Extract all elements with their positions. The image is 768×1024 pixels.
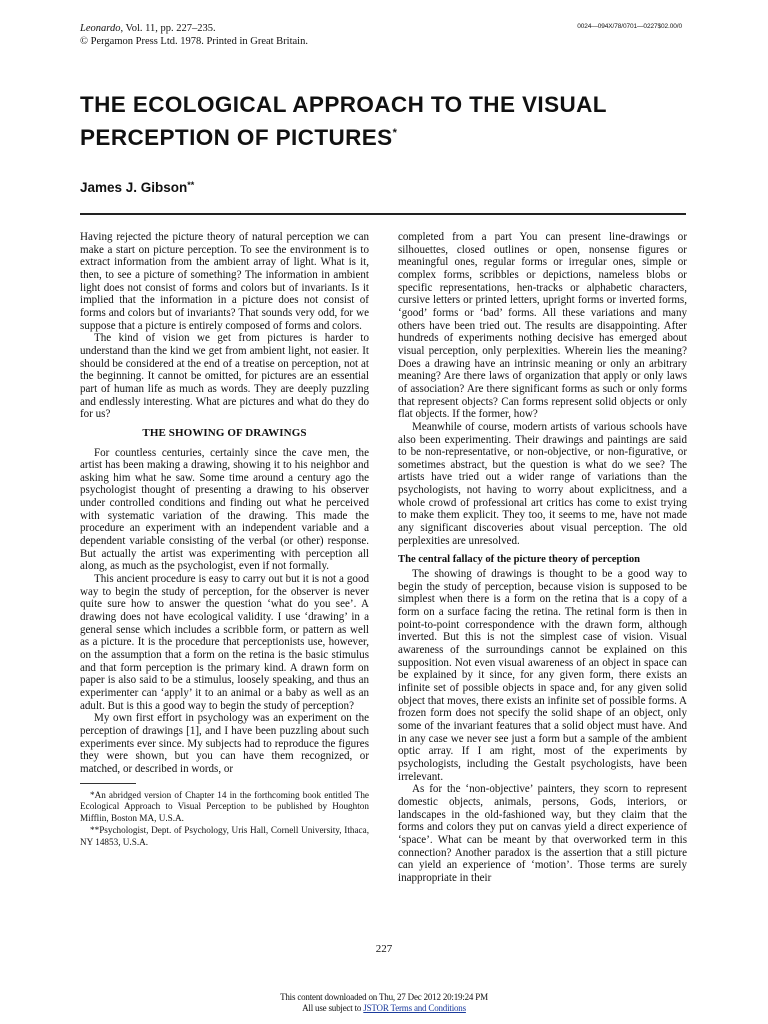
title-divider: [80, 213, 686, 215]
right-paragraph-3: The showing of drawings is thought to be a good way to begin the study of perception, because vision is supposed to be simplest when there is a form on the retina that is a copy of a form on a surface facing the retina. The retinal form is then in point-to-point correspondence with the drawn form, although inverted. But this is not the simplest case of vision. Visual awareness of the surroundings cannot be explained on this supposition. Not even visual awareness of an object in space can be explained by it since, for any given form, there exists an infinite set of possible objects in space and, for any given solid object that moves, there exists an infinite set of possible forms. A frozen form does not specify the solid shape of an object, only some of the invariant features that a solid object must have. And in any case we never see just a form but a sample of the ambient optic array. If I am right, most of the experiments by psychologists, including the Gestalt psychologists, have been irrelevant.: [398, 568, 687, 783]
jstor-terms-link[interactable]: JSTOR Terms and Conditions: [363, 1003, 466, 1013]
right-paragraph-4: As for the ‘non-objective’ painters, they scorn to represent domestic objects, animals, persons, Gods, interiors, or landscapes in the old-fashioned way, but they claim that the forms and colors they put on canvas yield a direct experience of ‘space’. What can be meant by that overworked term in this connection? Another paradox is the assertion that a still picture can yield an experience of ‘motion’. Those terms are surely inappropriate in their: [398, 783, 687, 884]
left-paragraph-1: Having rejected the picture theory of natural perception we can make a start on picture perception. To see the environment is to extract information from the ambient array of light. What is it, then, to see a picture of something? The information in ambient light does not consist of forms and colors but of invariants. Is it implied that the information in a picture does not consist of forms and colors but of invariants? That sounds very odd, for we suppose that a picture is entirely composed of forms and colors.: [80, 231, 369, 332]
footnote-abridged-version: *An abridged version of Chapter 14 in the forthcoming book entitled The Ecological Approach to Visual Perception to be published by Houghton Mifflin, Boston MA, U.S.A.: [80, 789, 369, 824]
footnote-author-affiliation: **Psychologist, Dept. of Psychology, Uris Hall, Cornell University, Ithaca, NY 14853, U.S.A.: [80, 824, 369, 847]
author-name: [80, 180, 194, 195]
journal-volume-line: [80, 22, 308, 35]
right-paragraph-2: Meanwhile of course, modern artists of various schools have also been experimenting. Their drawings and paintings are said to be non-representative, or non-objective, or non-figurative, or sometimes abstract, but the question is what do we see? The artists have tried out a wider range of variations than the psychologists, not having to worry about explicitness, and a whole crowd of professional art critics has come to exist trying to make them explicit. They too, it seems to me, have not made any significant discoveries about visual perception. The old perplexities are unresolved.: [398, 420, 687, 547]
footnotes: [80, 790, 369, 849]
section-heading-showing-of-drawings: THE SHOWING OF DRAWINGS: [142, 426, 307, 439]
volume-info: , Vol. 11, pp. 227–235.: [120, 23, 216, 34]
right-column: [398, 231, 687, 884]
download-timestamp: This content downloaded on Thu, 27 Dec 2012 20:19:24 PM: [280, 992, 488, 1002]
author-text: James J. Gibson: [80, 180, 188, 195]
article-title: [80, 90, 700, 152]
article-title-text: THE ECOLOGICAL APPROACH TO THE VISUAL PERCEPTION OF PICTURES: [80, 92, 607, 150]
journal-citation: [80, 22, 308, 48]
author-footnote-mark: **: [187, 180, 195, 190]
left-paragraph-5: My own first effort in psychology was an experiment on the perception of drawings [1], and I have been puzzling about such experiments ever since. My subjects had to reproduce the figures they were shown, but you can have them recognized, or matched, or described in words, or: [80, 712, 369, 775]
page-number: 227: [375, 943, 393, 955]
copyright-line: © Pergamon Press Ltd. 1978. Printed in Great Britain.: [80, 36, 308, 47]
terms-prefix: All use subject to: [302, 1003, 364, 1013]
left-paragraph-2: The kind of vision we get from pictures is harder to understand than the kind we get from ambient light, not easier. It should be considered at the end of a treatise on perception, not at the beginning. It cannot be omitted, for pictures are an essential part of human life as much as words. They are deeply puzzling and endlessly interesting. What are pictures and what do they do for us?: [80, 332, 369, 421]
left-paragraph-4: This ancient procedure is easy to carry out but it is not a good way to begin the study of perception, for the observer is never quite sure how to answer the question ‘what do you see’. A drawing does not have ecological validity. I use ‘drawing’ in a general sense which includes a scribble form, or pattern as well as a picture. It is the procedure that perceptionists use, however, on the assumption that a form on the retina is the basic stimulus and that form perception is the primary kind. A drawn form on paper is also said to be a stimulus, loosely speaking, and thus an experimenter can ‘apply’ it to an animal or a baby as well as an adult. But is this a good way to begin the study of perception?: [80, 573, 369, 712]
right-paragraph-1: completed from a part You can present line-drawings or silhouettes, closed outlines or open, nonsense figures or meaningful ones, regular forms or irregular ones, simple or complex forms, scribbles or depictions, nameless blobs or specific representations, hen-tracks or alphabetic characters, cursive letters or printed letters, upright forms or inverted forms, ‘good’ forms or ‘bad’ forms. All these variations and many others have been tried out. The results are disappointing. After hundreds of experiments nothing decisive has emerged about visual perception, only perplexities. Wherein lies the meaning? Does a drawing have an intrinsic meaning or only an arbitrary meaning? Are there laws of organization that apply or only laws of association? Are there significant forms as such or only forms that represent objects? Can forms represent solid objects or only flat objects. If the former, how?: [398, 231, 687, 421]
left-paragraph-3: For countless centuries, certainly since the cave men, the artist has been making a drawing, showing it to his neighbor and asking him what he saw. Some time around a century ago the psychologist thought of presenting a drawing to his observer under controlled conditions and finding out what he perceived with systematic variation of the drawing. This made the procedure an experiment with an independent variable and a dependent variable consisting of the verbal (or other) response. But actually the artist was experimenting with perception all along, as much as the psychologist, even if not formally.: [80, 446, 369, 573]
journal-name: Leonardo: [80, 23, 121, 34]
download-notice: [0, 992, 768, 1014]
terms-line: [0, 1003, 768, 1014]
footnote-divider: [80, 783, 136, 784]
title-footnote-mark: *: [392, 127, 398, 139]
section-heading-central-fallacy: The central fallacy of the picture theory of perception: [398, 554, 641, 566]
article-code: 0024—094X/78/0701—0227$02.00/0: [577, 23, 682, 30]
left-column: [80, 231, 369, 849]
